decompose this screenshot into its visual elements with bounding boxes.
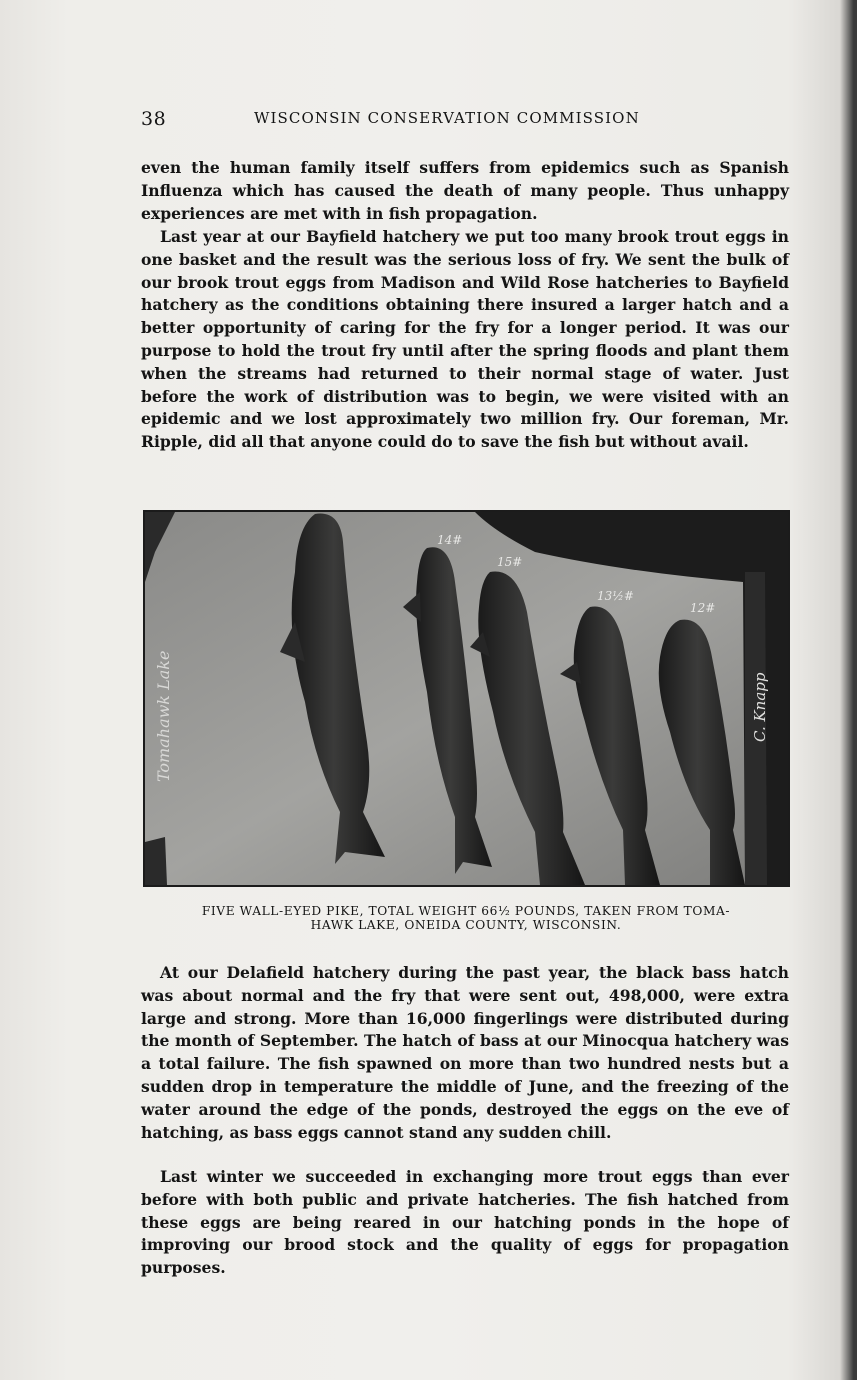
running-head [141, 108, 789, 130]
paragraph-delafield-hatchery: At our Delafield hatchery during the past year, the black bass hatch was about normal and the fry that were sent out, 498,000, were extra large and strong. More than 16,000 fingerlings were distributed during the month of September. The hatch of bass at our Minocqua hatchery was a total failure. The fish spawned on more than two hundred nests but a sudden drop in temperature the middle of June, and the freezing of the water around the edge of the ponds, destroyed the eggs on the eve of hatching, as bass eggs cannot stand any sudden chill. [141, 963, 789, 1142]
caption-line-1: FIVE WALL-EYED PIKE, TOTAL WEIGHT 66½ POUNDS, TAKEN FROM TOMA- [201, 904, 731, 918]
fish-photograph [143, 510, 790, 887]
caption-line-2: HAWK LAKE, ONEIDA COUNTY, WISCONSIN. [310, 917, 622, 932]
page-number: 38 [141, 108, 167, 130]
weight-label-3: 13½# [597, 589, 634, 603]
paragraph-epidemics: even the human family itself suffers from epidemics such as Spanish Influenza which has caused the death of many people. Thus unhappy experiences are met with in fish propagation. [141, 158, 789, 223]
weight-label-1: 14# [437, 533, 463, 547]
weight-label-4: 12# [690, 601, 716, 615]
paragraph-egg-exchange: Last winter we succeeded in exchanging more trout eggs than ever before with both public and private hatcheries. The fish hatched from these eggs are being reared in our hatching ponds in the hope of improving our brood stock and the quality of eggs for propagation purposes. [141, 1167, 789, 1278]
paragraph-bayfield-hatchery: Last year at our Bayfield hatchery we put too many brook trout eggs in one basket and the result was the serious loss of fry. We sent the bulk of our brook trout eggs from Madison and Wild Rose hatcheries to Bayfield hatchery as the conditions obtaining there insured a larger hatch and a better opportunity of caring for the fry for a longer period. It was our purpose to hold the trout fry until after the spring floods and plant them when the streams had returned to their normal stage of water. Just before the work of distribution was to begin, we were visited with an epidemic and we lost approximately two million fry. Our foreman, Mr. Ripple, did all that anyone could do to save the fish but without avail. [141, 227, 789, 452]
weight-label-2: 15# [497, 555, 523, 569]
figure-caption [141, 905, 791, 932]
page-header-title: WISCONSIN CONSERVATION COMMISSION [254, 109, 640, 127]
handwriting-right: C. Knapp [751, 672, 769, 742]
handwriting-left: Tomahawk Lake [154, 650, 173, 782]
